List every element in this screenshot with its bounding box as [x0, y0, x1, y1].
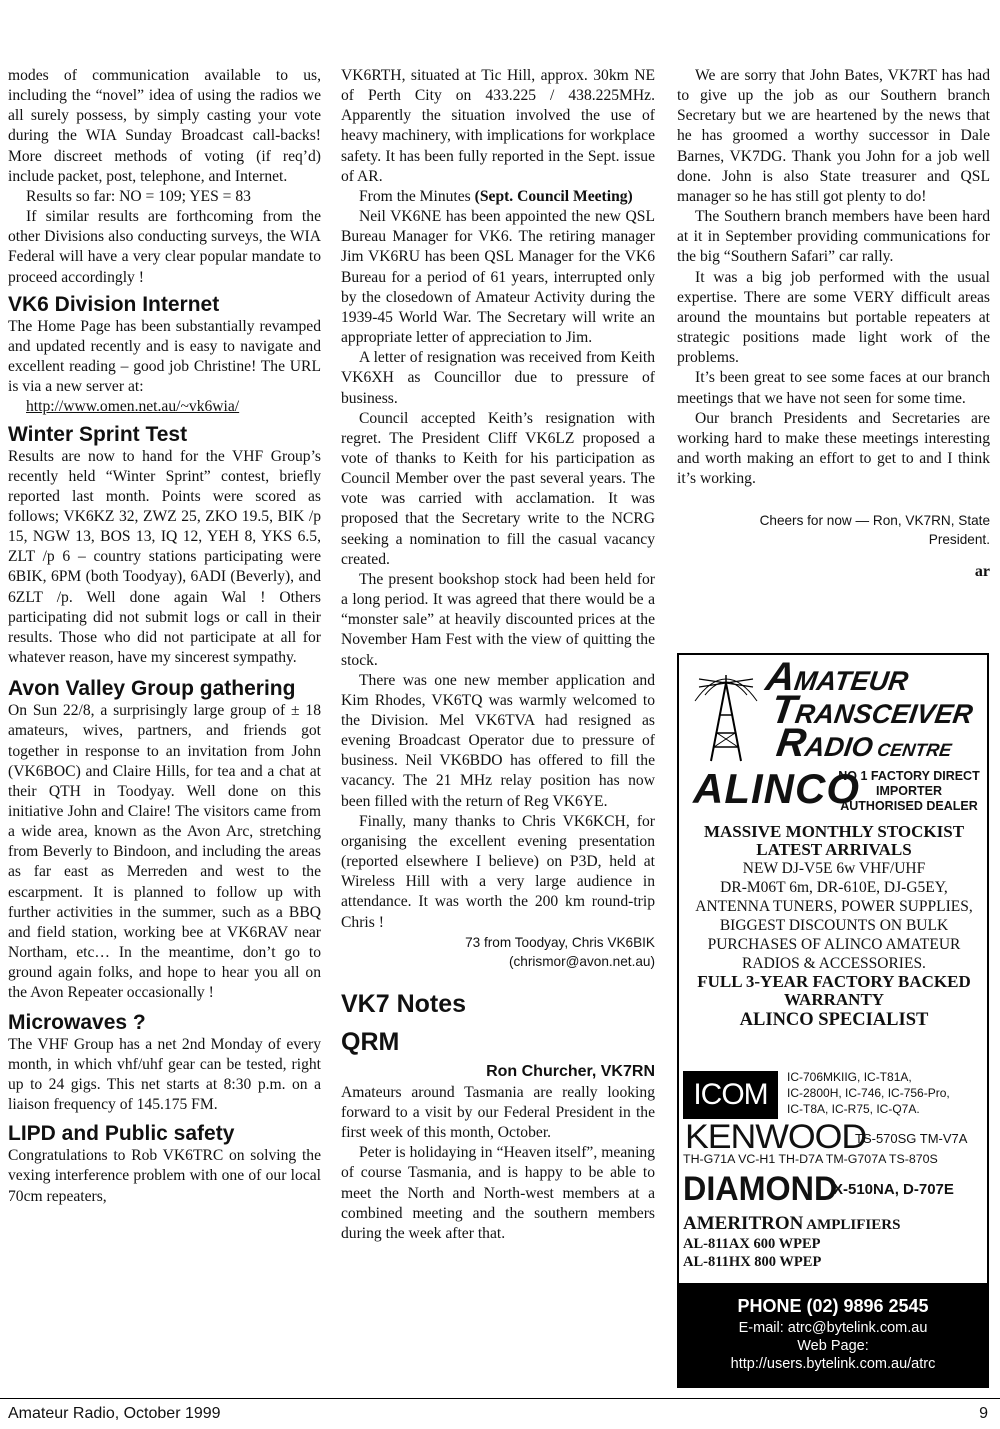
- signature-email: (chrismor@avon.net.au): [508, 953, 655, 969]
- phone-number: PHONE (02) 9896 2545: [737, 1296, 929, 1316]
- paragraph: Amateurs around Tasmania are really looking forward to a visit by our Federal President in the first week of this month, October.: [341, 1083, 655, 1142]
- heading-lipd: LIPD and Public safety: [8, 1122, 235, 1146]
- paragraph: It’s been great to see some faces at our branch meetings that we have not seen for some time.: [677, 369, 990, 407]
- kenwood-models-row: TH-G71A VC-H1 TH-D7A TM-G707A TS-870S: [683, 1152, 938, 1166]
- heading-qrm: QRM: [341, 1027, 400, 1056]
- paragraph: On Sun 22/8, a surprisingly large group of ± 18 amateurs, wives, partners, and friends got together in response to an invitation from John (VK6BOC) and Claire Hills, for tea and a chat at their QTH in Toodyay. Well done on this initiative John and Claire! The visitors came from a wide area, known as the Avon Arc, stretching from Beverly to Bindoon, and including the areas as far east as Merreden and west to the escarpment. It is planned to follow up with further activities in the summer, such as a BBQ and field station, working bee at VK6RAV near Northam, etc… In the meantime, don’t go to ground again folks, and hope to hear you all on the Avon Repeater occasionally !: [8, 702, 321, 1002]
- amateur-transceiver-radio-ad: [677, 653, 989, 1388]
- footer-divider: [0, 1398, 1000, 1399]
- alinco-logo: ALINCO: [693, 765, 860, 812]
- paragraph: The Home Page has been substantially revamped and updated recently and is easy to navigate and excellent reading – good job Christine! The URL is via a new server at:: [8, 317, 321, 396]
- signature-line: Cheers for now — Ron, VK7RN, State President.: [759, 513, 990, 548]
- column-2: [341, 66, 655, 1244]
- heading-vk7-notes: VK7 Notes: [341, 989, 467, 1018]
- paragraph: It was a big job performed with the usual expertise. There are some VERY difficult areas around the mountains but portable repeaters at strategic positions made light work of the problems.: [677, 268, 990, 367]
- paragraph: Results so far: NO = 109; YES = 83: [26, 187, 251, 205]
- icom-models: IC-706MKIIG, IC-T81A, IC-2800H, IC-746, IC-756-Pro, IC-T8A, IC-R75, IC-Q7A.: [787, 1070, 950, 1116]
- atrc-logo: AMATEUR TRANSCEIVER RADIO CENTRE: [763, 655, 975, 765]
- column-3: [677, 66, 990, 581]
- paragraph: modes of communication available to us, including the “novel” idea of using the radios we all surely possess, by simply casting your vote during the WIA Sunday Broadcast call-backs! More discreet methods of voting (if req’d) include packet, post, telephone, and Internet.: [8, 67, 321, 185]
- paragraph: Finally, many thanks to Chris VK6KCH, for organising the excellent evening presentation (reported elsewhere I believe) on P3D, held at Wireless Hill with a very large audience in attendance. It was worth the 200 km round-trip Chris !: [341, 812, 655, 931]
- stockist-list: MASSIVE MONTHLY STOCKIST LATEST ARRIVALS NEW DJ-V5E 6w VHF/UHF DR-M06T 6m, DR-610E, DJ-G5EY, ANTENNA TUNERS, POWER SUPPLIES, BIGGEST DISCOUNTS ON BULK PURCHASES OF ALINCO AMATEUR RADIOS & ACCESSORIES. FULL 3-YEAR FACTORY BACKED WARRANTY ALINCO SPECIALIST: [695, 822, 973, 1030]
- dealer-info: NO 1 FACTORY DIRECT IMPORTER AUTHORISED DEALER: [838, 769, 980, 813]
- diamond-logo: DIAMOND: [683, 1170, 838, 1208]
- ar-end-mark: ar: [974, 563, 990, 581]
- paragraph: Congratulations to Rob VK6TRC on solving the vexing interference problem with one of our local 70cm repeaters,: [8, 1147, 321, 1205]
- radio-tower-icon: [691, 673, 761, 765]
- email-address[interactable]: E-mail: atrc@bytelink.com.au: [738, 1320, 928, 1336]
- paragraph: The Southern branch members have been hard at it in September providing communications for the big “Southern Safari” car rally.: [677, 208, 990, 266]
- kenwood-models: TS-570SG TM-V7A: [855, 1131, 968, 1146]
- heading-winter-sprint: Winter Sprint Test: [8, 422, 188, 446]
- signature-line: 73 from Toodyay, Chris VK6BIK: [465, 934, 655, 950]
- website-link[interactable]: http://users.bytelink.com.au/atrc: [730, 1356, 936, 1372]
- heading-vk6-internet: VK6 Division Internet: [8, 292, 220, 316]
- paragraph: Neil VK6NE has been appointed the new QSL Bureau Manager for VK6. The retiring manager Jim VK6RU has been QSL Manager for the VK6 Bureau for a period of 61 years, interrupted only by the closedown of Amateur Activity during the 1939-45 World War. The Secretary will write an appropriate letter of appreciation to Jim.: [341, 208, 655, 347]
- paragraph: The present bookshop stock had been held for a long period. It was agreed that there would be a “monster sale” at heavily discounted prices at the November Ham Fest with the view of quitting the stock.: [341, 570, 655, 669]
- paragraph: VK6RTH, situated at Tic Hill, approx. 30km NE of Perth City on 433.225 / 438.225MHz. Apparently the situation involved the use of heavy machinery, with implications for workplace safety. It has been fully reported in the Sept. issue of AR.: [341, 67, 655, 185]
- heading-microwaves: Microwaves ?: [8, 1010, 146, 1034]
- web-page-label: Web Page:: [797, 1338, 869, 1354]
- heading-avon-valley: Avon Valley Group gathering: [8, 677, 296, 701]
- paragraph: Peter is holidaying in “Heaven itself”, meaning of course Tasmania, and is happy to be able to meet the North and North-west members at a combined meeting and the southern members during the week after that.: [341, 1144, 655, 1242]
- contact-panel: [679, 1283, 987, 1386]
- paragraph: Our branch Presidents and Secretaries are working hard to make these meetings interesting and worth making an effort to get to and I think it’s working.: [677, 409, 990, 488]
- paragraph: If similar results are forthcoming from the other Divisions also conducting surveys, the WIA Federal will have a very clear popular mandate to proceed accordingly !: [8, 208, 321, 286]
- column-1: [8, 66, 321, 1207]
- kenwood-logo: KENWOOD: [685, 1118, 867, 1156]
- paragraph: The VHF Group has a net 2nd Monday of every month, in which vhf/uhf gear can be tested, right up to 24 gigs. This net starts at 8:30 p.m. on a liaison frequency of 145.175 FM.: [8, 1035, 321, 1114]
- author-byline: Ron Churcher, VK7RN: [486, 1062, 655, 1080]
- diamond-models: X-510NA, D-707E: [833, 1181, 954, 1198]
- paragraph: Council accepted Keith’s resignation with regret. The President Cliff VK6LZ proposed a vote of thanks to Keith for his participation as Council Member over the past several years. The vote was carried with acclamation. It was proposed that the Secretary write to the NCRG seeking a nomination to fill the casual vacancy created.: [341, 409, 655, 568]
- paragraph: A letter of resignation was received from Keith VK6XH as Councillor due to pressure of business.: [341, 349, 655, 407]
- icom-logo: ICOM: [683, 1071, 778, 1119]
- paragraph: There was one new member application and Kim Rhodes, VK6TQ was warmly welcomed to the Division. Mel VK6TVA had resigned as evening Broadcast Operator due to pressure of business. Neil VK6BDO has offered to fill the vacancy. The 21 MHz relay position has now been filled with the return of Reg VK6YE.: [341, 671, 655, 810]
- minutes-heading: From the Minutes (Sept. Council Meeting): [359, 187, 633, 205]
- page-number: 9: [979, 1405, 988, 1422]
- paragraph: We are sorry that John Bates, VK7RT has had to give up the job as our Southern branch Secretary but we are heartened by the news that he has groomed a worthy successor in Dale Barnes, VK7DG. Thank you John for a job well done. John is also State treasurer and QSL manager so he has still got plenty to do!: [677, 67, 990, 205]
- footer-publication: Amateur Radio, October 1999: [8, 1405, 221, 1422]
- vk6wia-url-link[interactable]: http://www.omen.net.au/~vk6wia/: [26, 398, 240, 416]
- ameritron-block: AMERITRON AMPLIFIERS AL-811AX 600 WPEP AL-811HX 800 WPEP: [683, 1213, 901, 1270]
- paragraph: Results are now to hand for the VHF Group’s recently held “Winter Sprint” contest, briefly reported last month. Points were scored as follows; VK6KZ 32, ZWZ 25, ZKO 19.5, BIK /p 15, NGW 13, BOS 13, IQ 12, YEH 8, YKS 6.5, ZLT /p 6 – country stations participating were 6BIK, 6PM (both Toodyay), 6ADI (Beverly), and 6ZLT /p. Well done again Wal ! Others participating did not submit logs or call in their results. Those who did not participate at all for whatever reason, have my sincerest sympathy.: [8, 447, 321, 667]
